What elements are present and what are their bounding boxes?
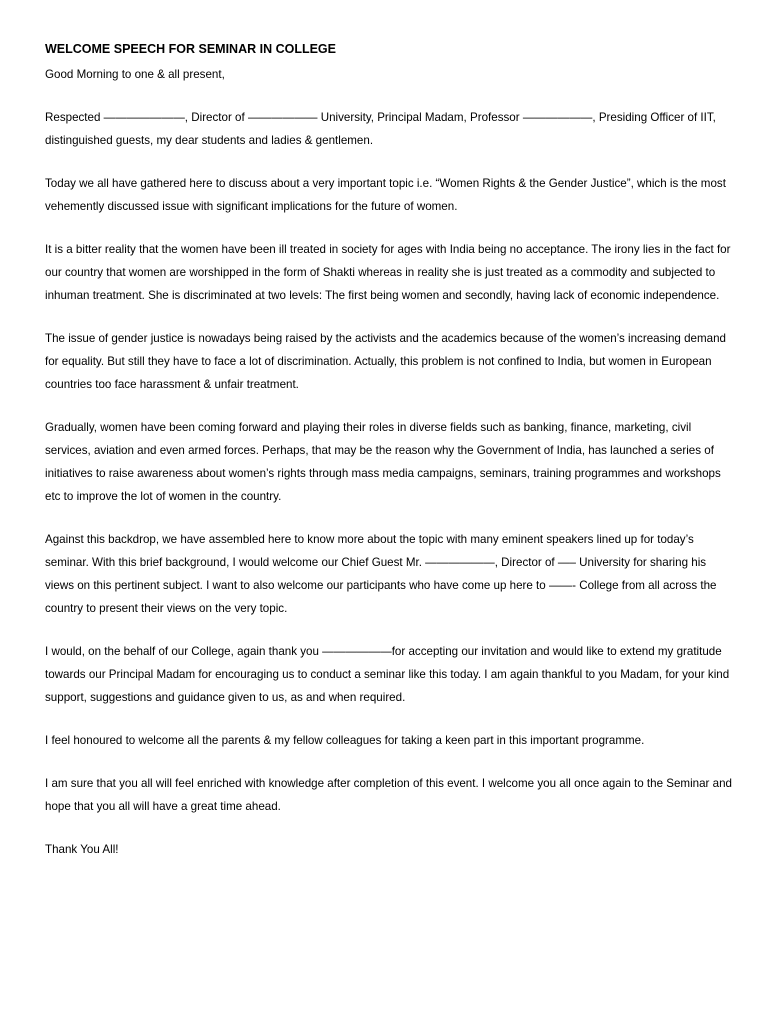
greeting-paragraph: Good Morning to one & all present, bbox=[45, 68, 225, 81]
paragraph-honoured: I feel honoured to welcome all the parents & my fellow colleagues for taking a keen part in this important programme. bbox=[45, 734, 645, 747]
paragraph-bitter-reality: It is a bitter reality that the women have been ill treated in society for ages with India being no acceptance. The irony lies in the fact for our country that women are worshipped in the form of Shakti whereas in reality she is just treated as a commodity and subjected to inhuman treatment. She is discriminated at two levels: The first being women and secondly, having lack of economic independence. bbox=[45, 243, 731, 302]
paragraph-topic: Today we all have gathered here to discuss about a very important topic i.e. “Women Rights & the Gender Justice”, which is the most vehemently discussed issue with significant implications for the future of women. bbox=[45, 177, 726, 213]
paragraph-respected: Respected ———————, Director of —————— University, Principal Madam, Professor ——————, Presiding Officer of IIT, distinguished guests, my dear students and ladies & gentlemen. bbox=[45, 111, 716, 147]
paragraph-backdrop: Against this backdrop, we have assembled here to know more about the topic with many eminent speakers lined up for today’s seminar. With this brief background, I would welcome our Chief Guest Mr. ——————, Director of —– University for sharing his views on this pertinent subject. I want to also welcome our participants who have come up here to ——- College from all across the country to present their views on the very topic. bbox=[45, 533, 717, 615]
closing-line: Thank You All! bbox=[45, 843, 119, 856]
paragraph-enriched: I am sure that you all will feel enriched with knowledge after completion of this event. I welcome you all once again to the Seminar and hope that you all will have a great time ahead. bbox=[45, 777, 732, 813]
paragraph-thanks: I would, on the behalf of our College, again thank you ——————for accepting our invitation and would like to extend my gratitude towards our Principal Madam for encouraging us to conduct a seminar like this today. I am again thankful to you Madam, for your kind support, suggestions and guidance given to us, as and when required. bbox=[45, 645, 730, 704]
paragraph-women-coming-forward: Gradually, women have been coming forward and playing their roles in diverse fields such as banking, finance, marketing, civil services, aviation and even armed forces. Perhaps, that may be the reason why the Government of India, has launched a series of initiatives to raise awareness about women’s rights through mass media campaigns, seminars, training programmes and workshops etc to improve the lot of women in the country. bbox=[45, 421, 721, 503]
paragraph-gender-justice: The issue of gender justice is nowadays being raised by the activists and the academics because of the women’s increasing demand for equality. But still they have to face a lot of discrimination. Actually, this problem is not confined to India, but women in European countries too face harassment & unfair treatment. bbox=[45, 332, 726, 391]
document-title: WELCOME SPEECH FOR SEMINAR IN COLLEGE bbox=[45, 42, 336, 56]
document-page bbox=[45, 41, 735, 881]
